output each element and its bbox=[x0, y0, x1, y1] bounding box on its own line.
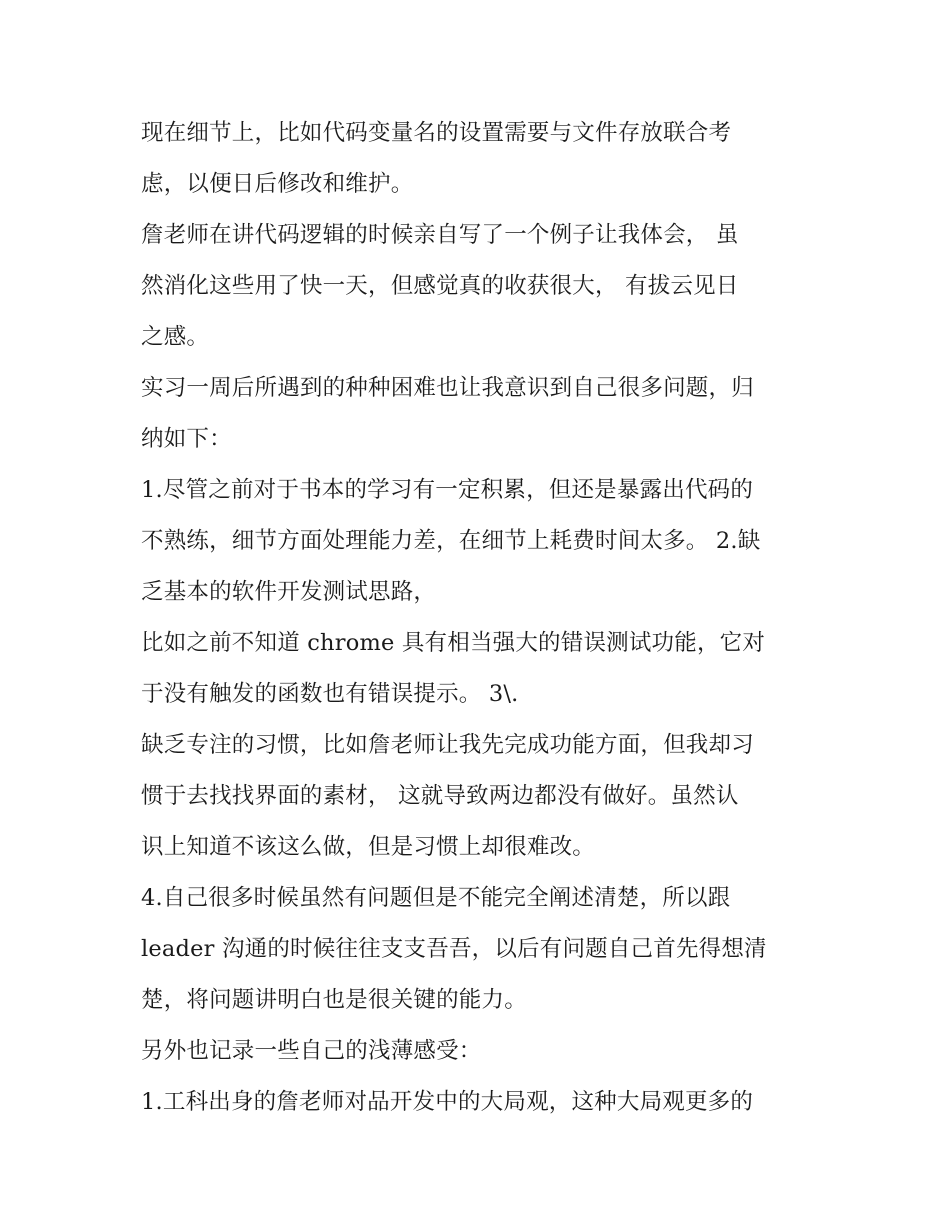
text-line: 识上知道不该这么做，但是习惯上却很难改。 bbox=[141, 834, 596, 860]
text-line: 虑，以便日后修改和维护。 bbox=[141, 171, 414, 197]
text-line: 4.自己很多时候虽然有问题但是不能完全阐述清楚，所以跟 bbox=[141, 885, 731, 911]
text-line: 然消化这些用了快一天，但感觉真的收获很大， 有拔云见日 bbox=[141, 273, 739, 299]
text-line: 乏基本的软件开发测试思路， bbox=[141, 579, 437, 605]
text-line: 于没有触发的函数也有错误提示。 3\. bbox=[141, 681, 519, 707]
text-line: leader 沟通的时候往往支支吾吾，以后有问题自己首先得想清 bbox=[141, 936, 767, 962]
text-line: 缺乏专注的习惯，比如詹老师让我先完成功能方面，但我却习 bbox=[141, 732, 754, 758]
text-line: 另外也记录一些自己的浅薄感受： bbox=[141, 1038, 482, 1064]
text-line: 詹老师在讲代码逻辑的时候亲自写了一个例子让我体会， 虽 bbox=[141, 222, 739, 248]
text-line: 之感。 bbox=[141, 324, 210, 350]
text-line: 1.工科出身的詹老师对品开发中的大局观，这种大局观更多的 bbox=[141, 1089, 754, 1115]
text-line: 实习一周后所遇到的种种困难也让我意识到自己很多问题，归 bbox=[141, 375, 754, 401]
body-text bbox=[141, 108, 821, 1128]
text-line: 纳如下： bbox=[141, 426, 232, 452]
text-line: 1.尽管之前对于书本的学习有一定积累，但还是暴露出代码的 bbox=[141, 477, 754, 503]
text-line: 惯于去找找界面的素材， 这就导致两边都没有做好。虽然认 bbox=[141, 783, 739, 809]
text-line: 楚，将问题讲明白也是很关键的能力。 bbox=[141, 987, 527, 1013]
text-line: 现在细节上，比如代码变量名的设置需要与文件存放联合考 bbox=[141, 120, 732, 146]
text-line: 比如之前不知道 chrome 具有相当强大的错误测试功能，它对 bbox=[141, 630, 766, 656]
text-line: 不熟练，细节方面处理能力差，在细节上耗费时间太多。 2.缺 bbox=[141, 528, 761, 554]
